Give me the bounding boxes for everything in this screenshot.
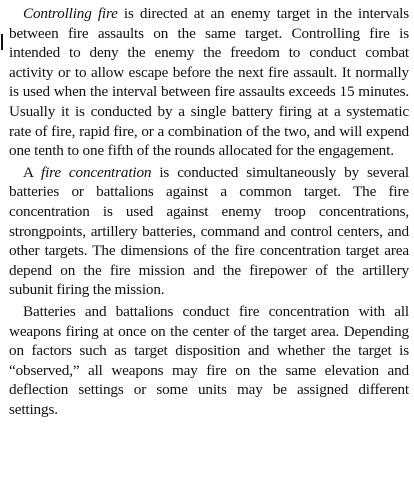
- paragraph-batteries: [9, 302, 409, 420]
- paragraph-controlling-fire: [9, 4, 409, 161]
- paragraph-text: Batteries and battalions conduct fire concentration with all weapons firing at once on the center of the target area. Depending on factors such as target disposition and whether the target is “observed,” all weapons may fire on the same elevation and deflection settings or some units may be assigned different settings.: [9, 302, 409, 418]
- change-bar: [1, 34, 3, 50]
- paragraph-prefix: A: [23, 163, 41, 181]
- paragraph-fire-concentration: [9, 163, 409, 300]
- paragraph-text: is directed at an enemy target in the intervals between fire assaults on the same target. Controlling fire is intended to deny the enemy the freedom to conduct combat activity or to allow escape before the next fire assault. It normally is used when the interval between fire assaults exceeds 15 minutes. Usually it is conducted by a single battery firing at a systematic rate of fire, rapid fire, or a combination of the two, and will expend one tenth to one fifth of the rounds allocated for the engagement.: [9, 5, 409, 160]
- term-fire-concentration: fire concentration: [41, 163, 152, 181]
- paragraph-text: is conducted simultaneously by several batteries or battalions against a common target. The fire concentration is used against enemy troop concentrations, strongpoints, artillery batteries, command and control centers, and other targets. The dimensions of the fire concentration target area depend on the fire mission and the firepower of the artillery subunit firing the mission.: [9, 163, 409, 299]
- term-controlling-fire: Controlling fire: [23, 5, 118, 22]
- document-body: [9, 4, 409, 421]
